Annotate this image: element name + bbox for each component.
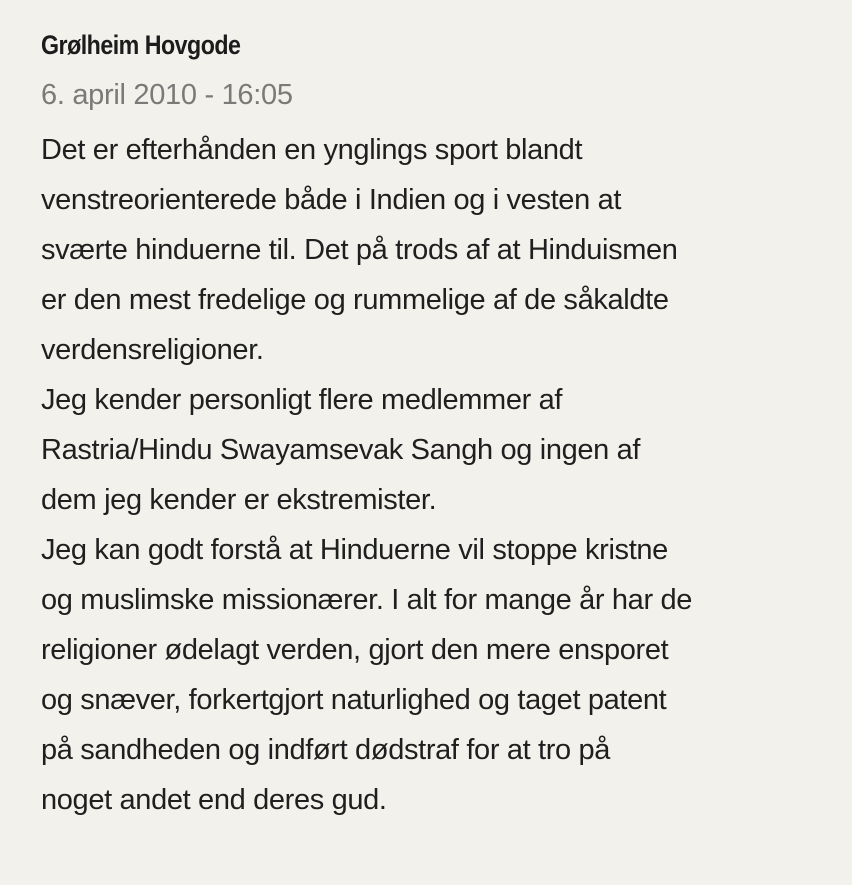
comment-line: på sandheden og indført dødstraf for at tro på bbox=[41, 734, 611, 766]
comment-line: noget andet end deres gud. bbox=[41, 784, 387, 816]
comment-body bbox=[41, 125, 831, 825]
comment-line: Rastria/Hindu Swayamsevak Sangh og ingen af bbox=[41, 434, 641, 466]
comment-line: Jeg kender personligt flere medlemmer af bbox=[41, 384, 563, 416]
comment-line: dem jeg kender er ekstremister. bbox=[41, 484, 437, 516]
comment-author: Grølheim Hovgode bbox=[41, 30, 241, 60]
comment-line: venstreorienterede både i Indien og i vesten at bbox=[41, 184, 622, 216]
comment-line: religioner ødelagt verden, gjort den mere ensporet bbox=[41, 634, 669, 666]
comment-line: Jeg kan godt forstå at Hinduerne vil stoppe kristne bbox=[41, 534, 668, 566]
comment bbox=[41, 26, 831, 825]
comment-line: verdensreligioner. bbox=[41, 334, 264, 366]
comment-line: Det er efterhånden en ynglings sport blandt bbox=[41, 134, 583, 166]
comment-line: og muslimske missionærer. I alt for mange år har de bbox=[41, 584, 693, 616]
comment-timestamp: 6. april 2010 - 16:05 bbox=[41, 79, 293, 111]
comment-line: sværte hinduerne til. Det på trods af at Hinduismen bbox=[41, 234, 678, 266]
comment-line: og snæver, forkertgjort naturlighed og taget patent bbox=[41, 684, 667, 716]
comment-line: er den mest fredelige og rummelige af de såkaldte bbox=[41, 284, 669, 316]
